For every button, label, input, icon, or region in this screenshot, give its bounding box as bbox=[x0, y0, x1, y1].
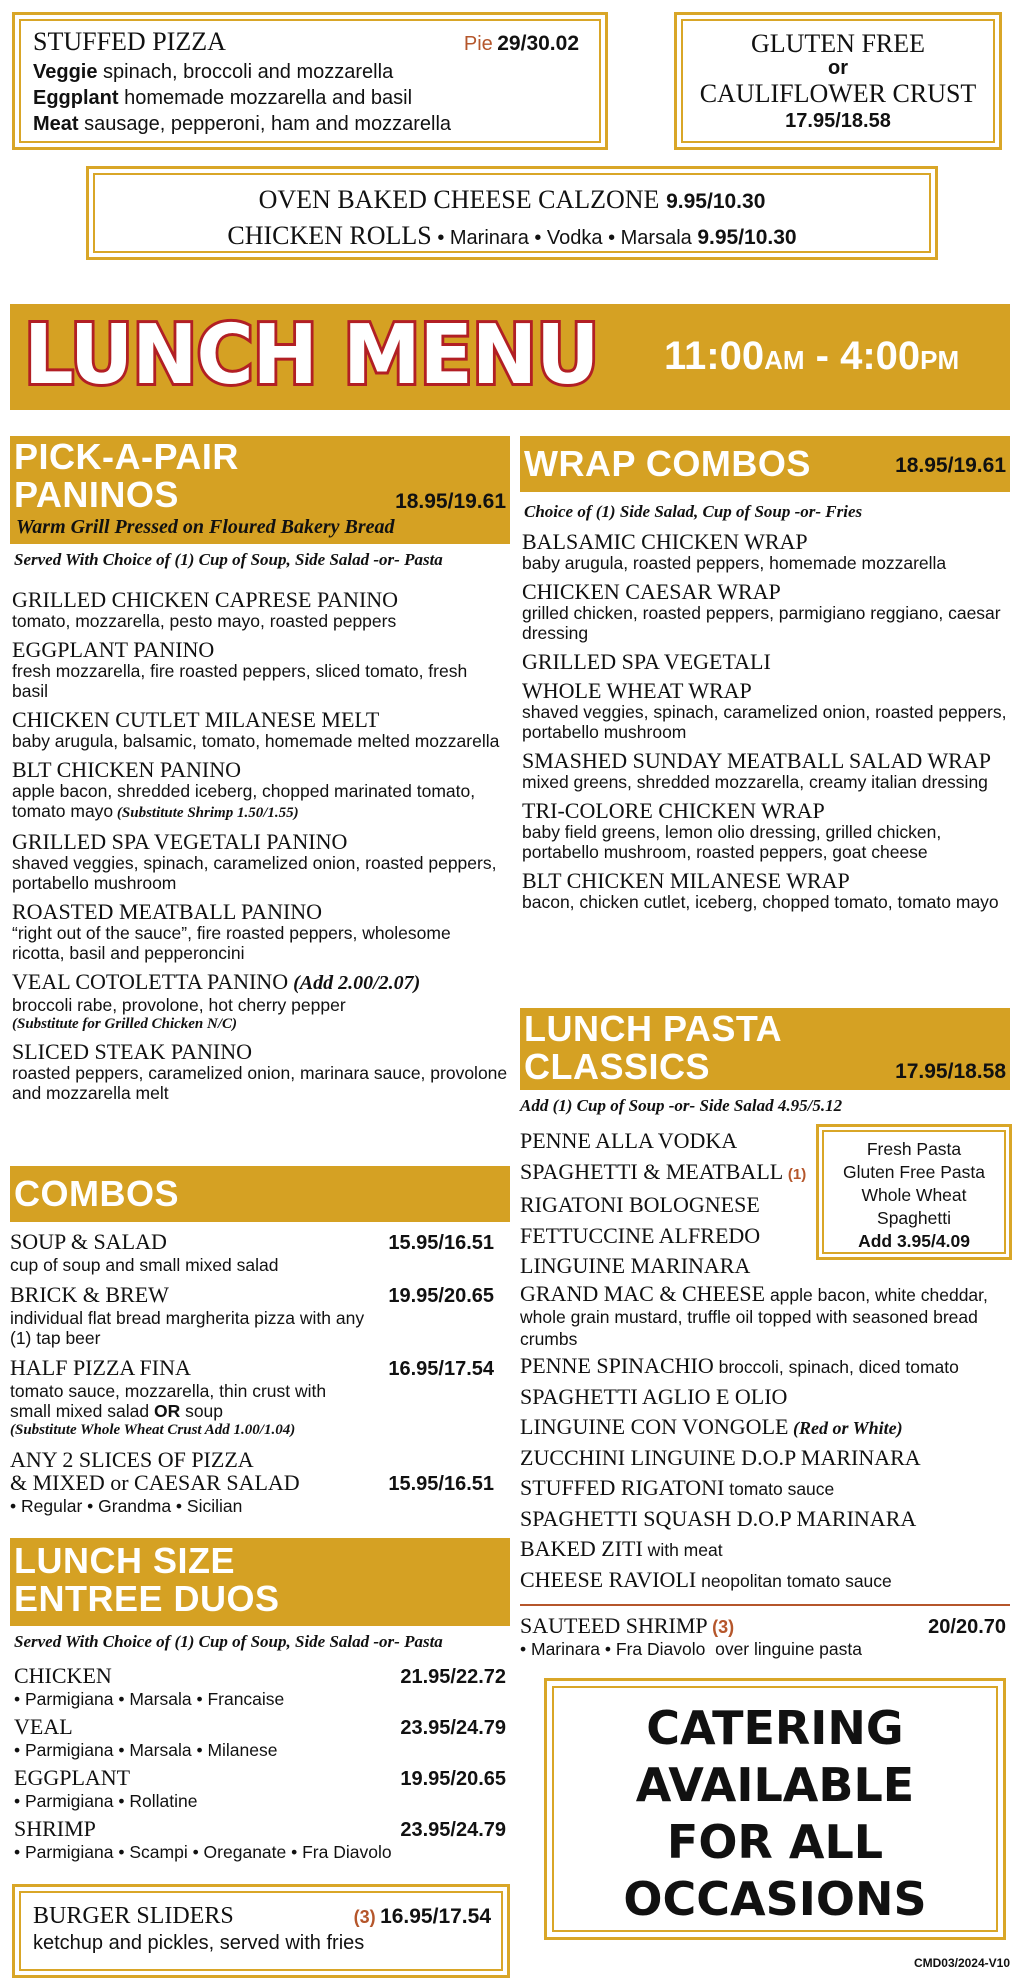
wrap-item bbox=[522, 580, 1010, 643]
paninos-served-note: Served With Choice of (1) Cup of Soup, Side Salad -or- Pasta bbox=[14, 550, 443, 569]
stuffed-pizza-item-name: Eggplant bbox=[33, 87, 119, 109]
duos-title-2: ENTREE DUOS bbox=[14, 1578, 280, 1619]
chicken-rolls-price: 9.95/10.30 bbox=[697, 226, 797, 249]
panino-name-text: BLT CHICKEN PANINO bbox=[12, 757, 242, 782]
pasta-item bbox=[520, 1476, 1010, 1507]
shrimp-name: SAUTEED SHRIMP bbox=[520, 1613, 708, 1638]
combos-list bbox=[10, 1230, 494, 1447]
duo-options: • Parmigiana • Rollatine bbox=[14, 1791, 198, 1811]
pasta-item-name: STUFFED RIGATONI bbox=[520, 1475, 725, 1500]
wrap-name: BALSAMIC CHICKEN WRAP bbox=[522, 529, 808, 554]
panino-desc bbox=[12, 731, 508, 751]
fresh-pasta-line3: Whole Wheat bbox=[861, 1185, 967, 1205]
combo-desc bbox=[10, 1255, 370, 1275]
pasta-item-count: (1) bbox=[787, 1165, 807, 1183]
calzone-box bbox=[86, 166, 938, 260]
stuffed-pizza-box bbox=[12, 12, 608, 150]
combo-row bbox=[10, 1283, 494, 1308]
combo-name: SOUP & SALAD bbox=[10, 1229, 167, 1254]
wrap-name: TRI-COLORE CHICKEN WRAP bbox=[522, 798, 825, 823]
panino-name bbox=[12, 1040, 508, 1063]
panino-name-text: GRILLED CHICKEN CAPRESE PANINO bbox=[12, 587, 399, 612]
stuffed-pizza-item bbox=[33, 59, 587, 85]
wrap-desc: grilled chicken, roasted peppers, parmigiano reggiano, caesar dressing bbox=[522, 603, 1001, 643]
duo-row bbox=[14, 1664, 506, 1689]
panino-name-text: GRILLED SPA VEGETALI PANINO bbox=[12, 829, 348, 854]
wrap-name: BLT CHICKEN MILANESE WRAP bbox=[522, 868, 850, 893]
duo-options: • Parmigiana • Marsala • Francaise bbox=[14, 1689, 285, 1709]
fresh-pasta-add: Add 3.95/4.09 bbox=[858, 1231, 970, 1251]
paninos-subtitle: Warm Grill Pressed on Floured Bakery Bread bbox=[16, 516, 395, 538]
wrap-desc: bacon, chicken cutlet, iceberg, chopped tomato, tomato mayo bbox=[522, 892, 999, 912]
combo-price: 19.95/20.65 bbox=[388, 1285, 494, 1307]
chicken-rolls-options: • Marinara • Vodka • Marsala bbox=[431, 227, 698, 249]
combo-desc-tail: soup bbox=[180, 1401, 224, 1421]
catering-box bbox=[544, 1678, 1006, 1940]
chicken-rolls-line bbox=[95, 219, 929, 257]
panino-desc-text: apple bacon, shredded iceberg, chopped marinated tomato, tomato mayo bbox=[12, 781, 476, 821]
panino-item bbox=[12, 970, 508, 1033]
slices-or: or bbox=[104, 1470, 135, 1495]
hours-dash: - bbox=[804, 334, 841, 378]
wrap-name: SMASHED SUNDAY MEATBALL SALAD WRAP bbox=[522, 748, 991, 773]
pasta-item bbox=[520, 1251, 820, 1282]
pasta-item-name: SPAGHETTI SQUASH D.O.P MARINARA bbox=[520, 1505, 917, 1531]
panino-name-text: ROASTED MEATBALL PANINO bbox=[12, 899, 323, 924]
gluten-free-or: or bbox=[828, 57, 848, 79]
slices-caesar: CAESAR SALAD bbox=[134, 1470, 300, 1495]
duos-title-1: LUNCH SIZE bbox=[14, 1540, 235, 1581]
wrap-name: GRILLED SPA VEGETALI bbox=[522, 649, 771, 674]
combos-title: COMBOS bbox=[14, 1173, 179, 1214]
sauteed-shrimp-item bbox=[520, 1614, 1006, 1659]
pasta-item-name: SPAGHETTI AGLIO E OLIO bbox=[520, 1383, 788, 1409]
panino-desc bbox=[12, 853, 508, 893]
paninos-title-2: PANINOS bbox=[14, 474, 179, 515]
duos-served-note: Served With Choice of (1) Cup of Soup, Side Salad -or- Pasta bbox=[14, 1632, 443, 1651]
combo-desc-text: individual flat bread margherita pizza with any (1) tap beer bbox=[10, 1308, 365, 1348]
gluten-free-line1: GLUTEN FREE bbox=[750, 29, 926, 58]
wraps-title: WRAP COMBOS bbox=[524, 443, 811, 484]
pasta-item bbox=[520, 1354, 1010, 1385]
panino-name bbox=[12, 708, 508, 731]
duo-item bbox=[14, 1817, 506, 1862]
pasta-item bbox=[520, 1568, 1010, 1599]
burger-sliders-box bbox=[12, 1884, 510, 1978]
stuffed-pizza-item-desc: homemade mozzarella and basil bbox=[118, 87, 413, 109]
stuffed-pizza-item bbox=[33, 111, 587, 137]
panino-name-text: EGGPLANT PANINO bbox=[12, 637, 215, 662]
combo-name: BRICK & BREW bbox=[10, 1282, 169, 1307]
duo-name: CHICKEN bbox=[14, 1663, 112, 1688]
wraps-header bbox=[520, 436, 1010, 492]
stuffed-pizza-item-name: Veggie bbox=[33, 61, 98, 83]
gluten-free-box bbox=[674, 12, 1002, 150]
wrap-item bbox=[522, 530, 1010, 573]
pasta-item-name: BAKED ZITI bbox=[520, 1536, 643, 1561]
sliders-desc: ketchup and pickles, served with fries bbox=[33, 1932, 365, 1954]
fresh-pasta-box bbox=[816, 1124, 1012, 1260]
pasta-item bbox=[520, 1446, 1010, 1477]
fresh-pasta-line4: Spaghetti bbox=[877, 1208, 951, 1228]
gluten-free-price: 17.95/18.58 bbox=[785, 110, 891, 132]
pasta-item-name: RIGATONI BOLOGNESE bbox=[520, 1192, 760, 1217]
pasta-item bbox=[520, 1507, 1010, 1538]
panino-desc bbox=[12, 995, 508, 1015]
pasta-item bbox=[520, 1537, 1010, 1568]
panino-desc bbox=[12, 1063, 508, 1103]
calzone-line bbox=[95, 183, 929, 219]
mac-cheese-item bbox=[520, 1282, 1010, 1351]
pasta-item-desc: with meat bbox=[642, 1540, 723, 1560]
calzone-price: 9.95/10.30 bbox=[666, 190, 766, 213]
panino-name-note: (Add 2.00/2.07) bbox=[288, 972, 421, 994]
pasta-title-2: CLASSICS bbox=[524, 1046, 711, 1087]
sliders-count: (3) bbox=[353, 1907, 376, 1927]
catering-line3: FOR ALL bbox=[666, 1815, 884, 1869]
combo-row bbox=[10, 1356, 494, 1381]
panino-name bbox=[12, 758, 508, 781]
calzone-name: OVEN BAKED CHEESE CALZONE bbox=[258, 185, 660, 214]
combos-header bbox=[10, 1166, 510, 1222]
slices-item bbox=[10, 1448, 494, 1516]
sliders-price: 16.95/17.54 bbox=[380, 1905, 491, 1928]
fresh-pasta-line1: Fresh Pasta bbox=[866, 1139, 962, 1159]
panino-item bbox=[12, 758, 508, 823]
panino-desc bbox=[12, 781, 508, 823]
wrap-desc: shaved veggies, spinach, caramelized onion, roasted peppers, portabello mushroom bbox=[522, 702, 1007, 742]
panino-name-text: VEAL COTOLETTA PANINO bbox=[12, 969, 289, 994]
stuffed-pizza-item-desc: spinach, broccoli and mozzarella bbox=[97, 61, 394, 83]
paninos-header bbox=[10, 436, 510, 544]
footer-code: CMD03/2024-V10 bbox=[913, 1956, 1010, 1970]
combo-price: 15.95/16.51 bbox=[388, 1232, 494, 1254]
wraps-list bbox=[522, 530, 1010, 919]
duo-item bbox=[14, 1766, 506, 1811]
wrap-name: CHICKEN CAESAR WRAP bbox=[522, 579, 781, 604]
pasta-item-desc: broccoli, spinach, diced tomato bbox=[713, 1357, 959, 1377]
duo-price: 23.95/24.79 bbox=[400, 1819, 506, 1841]
wrap-item bbox=[522, 749, 1010, 792]
panino-extra-note: (Substitute for Grilled Chicken N/C) bbox=[12, 1016, 238, 1032]
duo-name: VEAL bbox=[14, 1714, 73, 1739]
lunch-menu-banner bbox=[10, 304, 1010, 410]
combo-desc bbox=[10, 1308, 370, 1348]
sliders-name: BURGER SLIDERS bbox=[33, 1903, 234, 1929]
pasta-title-1: LUNCH PASTA bbox=[524, 1008, 783, 1049]
combo-desc-or: OR bbox=[153, 1401, 181, 1421]
panino-desc-text: fresh mozzarella, fire roasted peppers, sliced tomato, fresh basil bbox=[12, 661, 468, 701]
pasta-item bbox=[520, 1221, 820, 1252]
wrap-item bbox=[522, 869, 1010, 912]
wrap-desc: baby field greens, lemon olio dressing, grilled chicken, portabello mushroom, roasted peppers, goat cheese bbox=[522, 822, 942, 862]
fresh-pasta-line2: Gluten Free Pasta bbox=[842, 1162, 986, 1182]
pasta-item bbox=[520, 1157, 820, 1191]
duo-options: • Parmigiana • Marsala • Milanese bbox=[14, 1740, 278, 1760]
pasta-header bbox=[520, 1008, 1010, 1090]
pasta-item-name: ZUCCHINI LINGUINE D.O.P MARINARA bbox=[520, 1444, 921, 1470]
shrimp-options: • Marinara • Fra Diavolo over linguine pasta bbox=[520, 1639, 862, 1659]
catering-line2: AVAILABLE bbox=[635, 1758, 915, 1812]
combo-row bbox=[10, 1230, 494, 1255]
panino-name bbox=[12, 588, 508, 611]
duo-item bbox=[14, 1664, 506, 1709]
pasta-item-name: FETTUCCINE ALFREDO bbox=[520, 1222, 761, 1248]
panino-item bbox=[12, 708, 508, 751]
panino-name bbox=[12, 970, 508, 995]
pasta-more-list bbox=[520, 1354, 1010, 1598]
stuffed-pizza-item bbox=[33, 85, 587, 111]
pasta-item bbox=[520, 1126, 820, 1157]
panino-desc-text: tomato, mozzarella, pesto mayo, roasted peppers bbox=[12, 611, 397, 631]
stuffed-pizza-item-desc: sausage, pepperoni, ham and mozzarella bbox=[78, 113, 452, 135]
pasta-item bbox=[520, 1415, 1010, 1446]
stuffed-pizza-list bbox=[33, 59, 587, 137]
duo-price: 19.95/20.65 bbox=[400, 1768, 506, 1790]
panino-name bbox=[12, 638, 508, 661]
panino-desc-text: baby arugula, balsamic, tomato, homemade melted mozzarella bbox=[12, 731, 500, 751]
mac-name: GRAND MAC & CHEESE bbox=[520, 1281, 766, 1306]
wrap-item bbox=[522, 799, 1010, 862]
wrap-desc: baby arugula, roasted peppers, homemade mozzarella bbox=[522, 553, 947, 573]
wrap-item bbox=[522, 650, 1010, 673]
pasta-add-note: Add (1) Cup of Soup -or- Side Salad 4.95/5.12 bbox=[520, 1096, 843, 1115]
pasta-item-desc: tomato sauce bbox=[724, 1479, 835, 1499]
slices-price: 15.95/16.51 bbox=[388, 1473, 494, 1495]
pasta-price: 17.95/18.58 bbox=[895, 1060, 1006, 1083]
shrimp-count: (3) bbox=[712, 1617, 735, 1637]
panino-desc bbox=[12, 923, 508, 963]
lunch-menu-title: LUNCH MENU bbox=[24, 308, 599, 403]
slices-options: • Regular • Grandma • Sicilian bbox=[10, 1496, 243, 1516]
panino-item bbox=[12, 830, 508, 893]
slices-mixed: & MIXED bbox=[10, 1470, 105, 1495]
duo-price: 21.95/22.72 bbox=[400, 1666, 506, 1688]
hours-start: 11:00 bbox=[664, 334, 765, 378]
slices-line1: ANY 2 SLICES OF PIZZA bbox=[10, 1447, 254, 1472]
combo-desc-text: cup of soup and small mixed salad bbox=[10, 1255, 279, 1275]
panino-name-text: CHICKEN CUTLET MILANESE MELT bbox=[12, 707, 380, 732]
wraps-choice-note: Choice of (1) Side Salad, Cup of Soup -or- Fries bbox=[524, 502, 863, 521]
combo-desc bbox=[10, 1381, 370, 1421]
paninos-list bbox=[12, 588, 508, 1110]
pasta-item-desc: neopolitan tomato sauce bbox=[696, 1570, 892, 1591]
duos-header bbox=[10, 1538, 510, 1626]
catering-line1: CATERING bbox=[646, 1701, 904, 1755]
duo-name: SHRIMP bbox=[14, 1816, 96, 1841]
duo-row bbox=[14, 1715, 506, 1740]
panino-item bbox=[12, 588, 508, 631]
combo-item bbox=[10, 1283, 494, 1348]
shrimp-price: 20/20.70 bbox=[928, 1616, 1006, 1638]
duo-row bbox=[14, 1817, 506, 1842]
panino-name bbox=[12, 900, 508, 923]
wraps-price: 18.95/19.61 bbox=[895, 454, 1006, 477]
pasta-simple-list bbox=[520, 1126, 820, 1282]
panino-desc bbox=[12, 611, 508, 631]
mac-desc: apple bacon, white cheddar, whole grain mustard, truffle oil topped with seasoned bread crumbs bbox=[520, 1285, 988, 1349]
chicken-rolls-name: CHICKEN ROLLS bbox=[227, 221, 432, 250]
pasta-item-name: CHEESE RAVIOLI bbox=[520, 1566, 697, 1592]
pasta-item-name: SPAGHETTI & MEATBALL bbox=[520, 1158, 783, 1184]
gluten-free-line3: CAULIFLOWER CRUST bbox=[699, 79, 977, 108]
pasta-item-note: (Red or White) bbox=[788, 1418, 903, 1438]
pasta-item bbox=[520, 1385, 1010, 1416]
pasta-item-name: LINGUINE CON VONGOLE bbox=[520, 1414, 789, 1439]
pasta-item bbox=[520, 1190, 820, 1221]
combo-item bbox=[10, 1356, 494, 1439]
catering-line4: OCCASIONS bbox=[623, 1872, 927, 1926]
duos-list bbox=[14, 1664, 506, 1868]
panino-name bbox=[12, 830, 508, 853]
hours-end-suffix: PM bbox=[920, 345, 960, 375]
combo-name: HALF PIZZA FINA bbox=[10, 1355, 191, 1380]
pasta-item-name: PENNE ALLA VODKA bbox=[520, 1128, 738, 1153]
wrap-name: WHOLE WHEAT WRAP bbox=[522, 678, 752, 703]
lunch-hours bbox=[664, 334, 959, 379]
panino-item bbox=[12, 1040, 508, 1103]
stuffed-pizza-price: 29/30.02 bbox=[497, 32, 579, 55]
duo-price: 23.95/24.79 bbox=[400, 1717, 506, 1739]
combo-item bbox=[10, 1230, 494, 1275]
panino-desc-text: “right out of the sauce”, fire roasted peppers, wholesome ricotta, basil and pepperoncini bbox=[12, 923, 451, 963]
combo-desc-text: tomato sauce, mozzarella, thin crust with small mixed salad bbox=[10, 1381, 327, 1421]
panino-desc bbox=[12, 661, 508, 701]
duo-name: EGGPLANT bbox=[14, 1765, 131, 1790]
slices-line2 bbox=[10, 1471, 300, 1494]
duo-item bbox=[14, 1715, 506, 1760]
panino-desc-text: roasted peppers, caramelized onion, marinara sauce, provolone and mozzarella melt bbox=[12, 1063, 508, 1103]
panino-item bbox=[12, 900, 508, 963]
stuffed-pizza-item-name: Meat bbox=[33, 113, 79, 135]
stuffed-pizza-title: STUFFED PIZZA bbox=[33, 27, 226, 56]
hours-start-suffix: AM bbox=[764, 345, 805, 375]
pasta-divider bbox=[520, 1604, 1010, 1606]
panino-desc-text: broccoli rabe, provolone, hot cherry pepper bbox=[12, 995, 346, 1015]
panino-desc-text: shaved veggies, spinach, caramelized onion, roasted peppers, portabello mushroom bbox=[12, 853, 497, 893]
pie-label: Pie bbox=[463, 33, 493, 55]
panino-name-text: SLICED STEAK PANINO bbox=[12, 1039, 252, 1064]
duo-row bbox=[14, 1766, 506, 1791]
hours-end: 4:00 bbox=[840, 334, 921, 378]
combo-note: (Substitute Whole Wheat Crust Add 1.00/1.04) bbox=[10, 1422, 296, 1438]
panino-item bbox=[12, 638, 508, 701]
paninos-price: 18.95/19.61 bbox=[395, 490, 506, 513]
panino-note: (Substitute Shrimp 1.50/1.55) bbox=[113, 805, 299, 821]
wrap-desc: mixed greens, shredded mozzarella, creamy italian dressing bbox=[522, 772, 988, 792]
pasta-item-name: LINGUINE MARINARA bbox=[520, 1253, 751, 1278]
duo-options: • Parmigiana • Scampi • Oreganate • Fra Diavolo bbox=[14, 1842, 392, 1862]
combo-price: 16.95/17.54 bbox=[388, 1358, 494, 1380]
pasta-item-name: PENNE SPINACHIO bbox=[520, 1353, 714, 1378]
paninos-title-1: PICK-A-PAIR bbox=[14, 436, 239, 477]
wrap-item bbox=[522, 679, 1010, 742]
